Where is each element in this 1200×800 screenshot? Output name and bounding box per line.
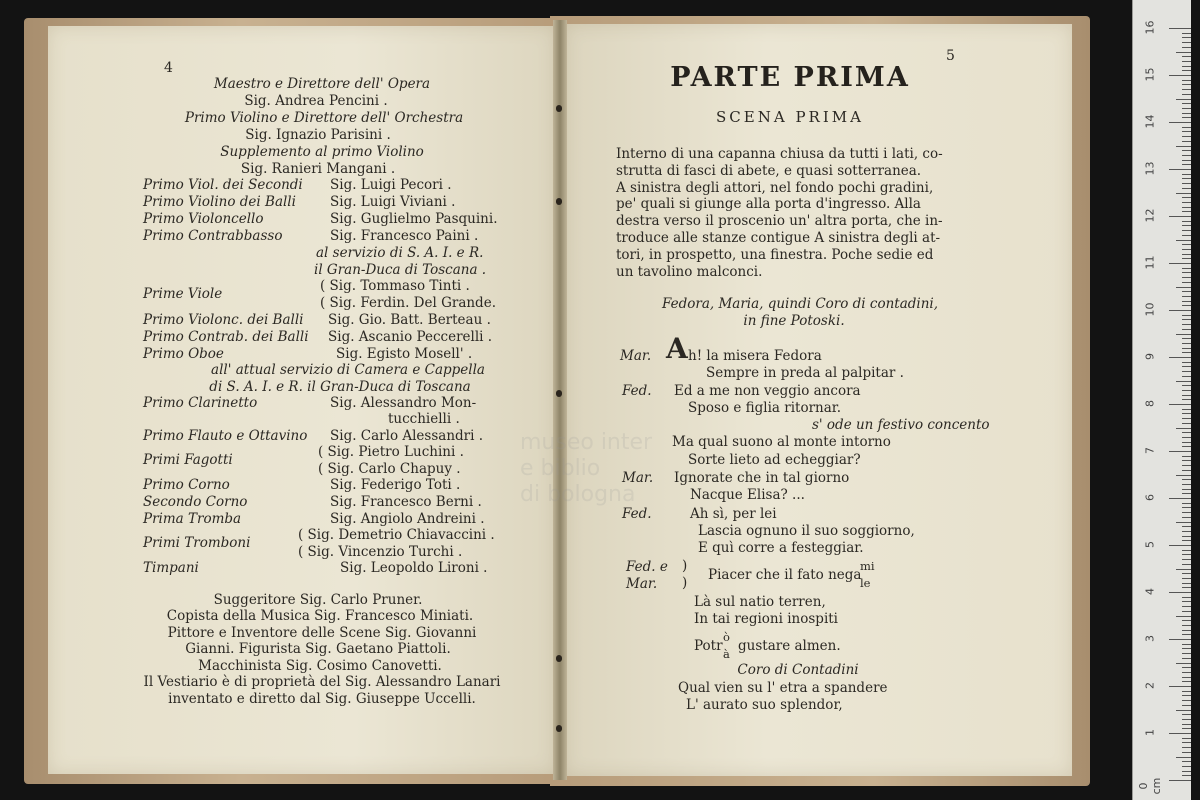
ruler-number: 8: [1143, 400, 1157, 407]
ruler-tick: [1182, 536, 1191, 537]
ruler-tick: [1182, 66, 1191, 67]
orchestra-name: ( Sig. Vincenzio Turchi .: [298, 544, 463, 560]
orchestra-name: Sig. Federigo Toti .: [330, 477, 461, 493]
ruler-tick: [1182, 315, 1191, 316]
ruler-tick: [1182, 376, 1191, 377]
orchestra-role: Prime Viole: [143, 286, 223, 302]
oboe-note: all' attual servizio di Camera e Cappella: [211, 362, 485, 378]
verse-line: E quì corre a festeggiar.: [698, 540, 864, 556]
description-line: strutta di fasci di abete, e quasi sotterranea.: [616, 162, 922, 179]
drop-cap: A: [666, 332, 688, 365]
verse-line: Sempre in preda al palpitar .: [706, 365, 904, 381]
orchestra-role: Primo Violino dei Balli: [143, 194, 296, 210]
ruler-number: 7: [1143, 447, 1157, 454]
ruler-tick: [1169, 686, 1191, 687]
ruler-tick: [1176, 240, 1191, 241]
ruler-number: 13: [1143, 161, 1157, 176]
orchestra-role: Primo Viol. dei Secondi: [143, 177, 303, 193]
ruler-tick: [1182, 305, 1191, 306]
ruler-tick: [1182, 127, 1191, 128]
ruler-number: 6: [1143, 494, 1157, 501]
characters: Fedora, Maria, quindi Coro di contadini,: [661, 296, 939, 312]
ruler-tick: [1182, 771, 1191, 772]
verse-line: Ignorate che in tal giorno: [674, 470, 850, 486]
staff-name: Sig. Ranieri Mangani .: [240, 161, 396, 177]
ruler-tick: [1182, 343, 1191, 344]
orchestra-name: Sig. Angiolo Andreini .: [330, 511, 485, 527]
ruler-tick: [1182, 183, 1191, 184]
verse-line: Lascia ognuno il suo soggiorno,: [698, 523, 915, 539]
ruler-tick: [1182, 559, 1191, 560]
oboe-note: di S. A. I. e R. il Gran-Duca di Toscana: [209, 379, 471, 395]
ruler-tick: [1176, 428, 1191, 429]
ruler-tick: [1182, 517, 1191, 518]
verse-line: gustare almen.: [738, 638, 841, 654]
ruler-tick: [1182, 681, 1191, 682]
staff-name: Sig. Ignazio Parisini .: [245, 127, 391, 143]
orchestra-role: Primo Clarinetto: [143, 395, 258, 411]
brace: ): [682, 575, 688, 591]
credits-line: inventato e diretto dal Sig. Giuseppe Uccelli.: [168, 691, 476, 707]
ruler-tick: [1182, 489, 1191, 490]
ruler-tick: [1169, 75, 1191, 76]
verse-line: Là sul natio terren,: [694, 594, 826, 610]
ruler-tick: [1182, 705, 1191, 706]
ruler-tick: [1176, 334, 1191, 335]
ruler-tick: [1176, 710, 1191, 711]
speaker-label: Fed.: [622, 383, 652, 399]
ruler-tick: [1169, 639, 1191, 640]
stitch-hole: [556, 725, 562, 732]
ruler-tick: [1169, 357, 1191, 358]
orchestra-role: Primi Tromboni: [143, 535, 251, 551]
ruler-tick: [1169, 28, 1191, 29]
verse-line: Ma qual suono al monte intorno: [672, 434, 891, 450]
ruler-tick: [1182, 56, 1191, 57]
verse-line: h! la misera Fedora: [688, 348, 822, 364]
ruler-tick: [1182, 550, 1191, 551]
ruler-number: 2: [1143, 682, 1157, 689]
ruler-tick: [1182, 117, 1191, 118]
credits-line: Macchinista Sig. Cosimo Canovetti.: [198, 658, 442, 674]
ruler-tick: [1176, 569, 1191, 570]
ruler-tick: [1182, 691, 1191, 692]
ruler-tick: [1182, 423, 1191, 424]
ruler-tick: [1176, 193, 1191, 194]
ruler-tick: [1182, 70, 1191, 71]
verse-variant: mi: [860, 559, 875, 573]
ruler-tick: [1182, 503, 1191, 504]
ruler-tick: [1182, 362, 1191, 363]
orchestra-role: Primo Violonc. dei Balli: [143, 312, 304, 328]
credits-line: Gianni. Figurista Sig. Gaetano Piattoli.: [185, 641, 451, 657]
description-line: pe' quali si giunge alla porta d'ingresso. Alla: [616, 196, 921, 213]
ruler-tick: [1182, 648, 1191, 649]
ruler-tick: [1182, 432, 1191, 433]
ruler-tick: [1182, 282, 1191, 283]
ruler-tick: [1182, 658, 1191, 659]
ruler-tick: [1169, 592, 1191, 593]
ruler-tick: [1169, 780, 1191, 781]
brace: ): [682, 558, 688, 574]
ruler-tick: [1182, 113, 1191, 114]
ruler-tick: [1182, 272, 1191, 273]
orchestra-name: Sig. Egisto Mosell' .: [336, 346, 473, 362]
ruler-tick: [1182, 611, 1191, 612]
stitch-hole: [556, 105, 562, 112]
verse-line: Qual vien su l' etra a spandere: [678, 680, 888, 696]
ruler-tick: [1182, 296, 1191, 297]
ruler-tick: [1182, 42, 1191, 43]
ruler-tick: [1182, 752, 1191, 753]
ruler-tick: [1182, 348, 1191, 349]
ruler-tick: [1176, 146, 1191, 147]
ruler-tick: [1182, 207, 1191, 208]
ruler-tick: [1182, 620, 1191, 621]
ruler-tick: [1182, 329, 1191, 330]
ruler-tick: [1182, 738, 1191, 739]
part-title: PARTE PRIMA: [670, 62, 910, 93]
ruler-number: 10: [1143, 302, 1157, 317]
ruler-tick: [1182, 385, 1191, 386]
ruler-tick: [1169, 216, 1191, 217]
ruler-tick: [1182, 319, 1191, 320]
orchestra-role: Primo Flauto e Ottavino: [143, 428, 308, 444]
ruler-tick: [1182, 131, 1191, 132]
ruler-tick: [1182, 601, 1191, 602]
verse-variant: le: [860, 576, 871, 590]
ruler-tick: [1182, 644, 1191, 645]
orchestra-note: il Gran-Duca di Toscana .: [314, 262, 487, 278]
stage-direction: s' ode un festivo concento: [812, 417, 990, 433]
orchestra-name: Sig. Gio. Batt. Berteau .: [328, 312, 491, 328]
ruler-tick: [1182, 395, 1191, 396]
ruler-tick: [1182, 531, 1191, 532]
orchestra-name: Sig. Guglielmo Pasquini.: [330, 211, 498, 227]
verse-line: Piacer che il fato nega: [708, 567, 862, 583]
ruler-number: 11: [1143, 255, 1157, 270]
orchestra-name: tucchielli .: [388, 411, 460, 427]
stitch-hole: [556, 198, 562, 205]
watermark-logo: museo inter e biblio di bologna: [520, 430, 653, 507]
ruler-tick: [1182, 301, 1191, 302]
ruler-number: 4: [1143, 588, 1157, 595]
ruler-tick: [1182, 728, 1191, 729]
ruler-tick: [1182, 484, 1191, 485]
verse-line: Ed a me non veggio ancora: [674, 383, 861, 399]
ruler-tick: [1182, 512, 1191, 513]
credits-line: Pittore e Inventore delle Scene Sig. Giovanni: [167, 625, 477, 641]
ruler-tick: [1182, 202, 1191, 203]
ruler-tick: [1182, 47, 1191, 48]
ruler-tick: [1182, 254, 1191, 255]
orchestra-name: ( Sig. Carlo Chapuy .: [318, 461, 461, 477]
credits-line: Suggeritore Sig. Carlo Pruner.: [213, 592, 423, 608]
orchestra-name: ( Sig. Demetrio Chiavaccini .: [298, 527, 495, 543]
orchestra-name: Sig. Luigi Pecori .: [330, 177, 452, 193]
ruler-tick: [1182, 775, 1191, 776]
ruler-tick: [1182, 352, 1191, 353]
ruler-tick: [1176, 616, 1191, 617]
orchestra-role: Primo Contrab. dei Balli: [143, 329, 309, 345]
speaker-label: Fed. e: [626, 559, 668, 575]
speaker-label: Mar.: [622, 470, 654, 486]
description-line: un tavolino malconci.: [616, 263, 763, 280]
ruler-tick: [1182, 178, 1191, 179]
ruler-tick: [1182, 84, 1191, 85]
ruler-tick: [1169, 733, 1191, 734]
ruler-tick: [1176, 287, 1191, 288]
characters: in fine Potoski.: [743, 313, 845, 329]
ruler-tick: [1182, 564, 1191, 565]
ruler-tick: [1182, 507, 1191, 508]
ruler-tick: [1182, 33, 1191, 34]
page-number-left: 4: [164, 60, 173, 76]
orchestra-name: ( Sig. Ferdin. Del Grande.: [320, 295, 496, 311]
orchestra-name: Sig. Carlo Alessandri .: [330, 428, 484, 444]
ruler-tick: [1176, 757, 1191, 758]
ruler-tick: [1182, 366, 1191, 367]
book-gutter: [553, 20, 567, 780]
verse-line: In tai regioni inospiti: [694, 611, 839, 627]
ruler-tick: [1182, 742, 1191, 743]
verse-variant: ò: [723, 630, 730, 644]
ruler-tick: [1182, 714, 1191, 715]
orchestra-role: Primo Oboe: [143, 346, 224, 362]
ruler-tick: [1182, 108, 1191, 109]
ruler-tick: [1182, 399, 1191, 400]
ruler-tick: [1169, 122, 1191, 123]
description-line: destra verso il proscenio un' altra porta, che in-: [616, 213, 943, 230]
ruler-tick: [1182, 761, 1191, 762]
ruler-tick: [1182, 470, 1191, 471]
description-line: tori, in prospetto, una finestra. Poche sedie ed: [616, 246, 934, 263]
orchestra-role: Primo Corno: [143, 477, 230, 493]
ruler-tick: [1182, 94, 1191, 95]
chorus-label: Coro di Contadini: [737, 662, 859, 678]
ruler-tick: [1182, 446, 1191, 447]
ruler-number: 12: [1143, 208, 1157, 223]
ruler-tick: [1182, 465, 1191, 466]
page-number-right: 5: [946, 48, 955, 64]
ruler-tick: [1169, 263, 1191, 264]
ruler-tick: [1182, 625, 1191, 626]
ruler-tick: [1182, 606, 1191, 607]
ruler-tick: [1182, 460, 1191, 461]
ruler-tick: [1182, 573, 1191, 574]
orchestra-role: Primi Fagotti: [143, 452, 233, 468]
ruler-tick: [1182, 597, 1191, 598]
ruler-number: 3: [1143, 635, 1157, 642]
ruler-number: 9: [1143, 353, 1157, 360]
stitch-hole: [556, 655, 562, 662]
verse-line: Nacque Elisa? ...: [690, 487, 805, 503]
ruler-tick: [1182, 583, 1191, 584]
speaker-label: Fed.: [622, 506, 652, 522]
description-line: A sinistra degli attori, nel fondo pochi gradini,: [616, 179, 934, 196]
orchestra-name: Sig. Francesco Paini .: [330, 228, 479, 244]
ruler-number: 16: [1143, 20, 1157, 35]
ruler-tick: [1182, 160, 1191, 161]
ruler-tick: [1176, 522, 1191, 523]
ruler-tick: [1182, 291, 1191, 292]
verse-line: L' aurato suo splendor,: [686, 697, 843, 713]
verse-line: Ah sì, per lei: [690, 506, 777, 522]
ruler-number: 1: [1143, 729, 1157, 736]
orchestra-role: Primo Contrabbasso: [143, 228, 283, 244]
ruler-tick: [1182, 338, 1191, 339]
ruler-tick: [1182, 371, 1191, 372]
ruler-tick: [1182, 587, 1191, 588]
orchestra-name: Sig. Francesco Berni .: [330, 494, 482, 510]
orchestra-name: Sig. Ascanio Peccerelli .: [328, 329, 493, 345]
orchestra-role: Secondo Corno: [143, 494, 248, 510]
verse-line: Sposo e figlia ritornar.: [688, 400, 842, 416]
orchestra-name: Sig. Alessandro Mon-: [330, 395, 477, 411]
ruler-number: 0 cm: [1137, 777, 1163, 795]
ruler-tick: [1182, 244, 1191, 245]
orchestra-name: ( Sig. Pietro Luchini .: [318, 444, 464, 460]
ruler-tick: [1182, 456, 1191, 457]
ruler-tick: [1182, 667, 1191, 668]
ruler-tick: [1182, 719, 1191, 720]
ruler-tick: [1182, 211, 1191, 212]
staff-role: Primo Violino e Direttore dell' Orchestra: [184, 110, 464, 126]
ruler-tick: [1182, 197, 1191, 198]
scene-title: SCENA PRIMA: [716, 108, 864, 126]
ruler-tick: [1169, 451, 1191, 452]
speaker-label: Mar.: [620, 348, 652, 364]
orchestra-role: Primo Violoncello: [143, 211, 264, 227]
ruler-tick: [1182, 230, 1191, 231]
ruler-tick: [1182, 442, 1191, 443]
ruler-tick: [1182, 37, 1191, 38]
ruler-number: 14: [1143, 114, 1157, 129]
ruler-tick: [1169, 169, 1191, 170]
ruler-tick: [1182, 700, 1191, 701]
ruler-tick: [1169, 404, 1191, 405]
ruler-tick: [1182, 390, 1191, 391]
ruler-tick: [1182, 526, 1191, 527]
ruler-tick: [1182, 554, 1191, 555]
ruler-tick: [1182, 413, 1191, 414]
ruler-tick: [1182, 724, 1191, 725]
ruler-tick: [1182, 61, 1191, 62]
ruler-tick: [1182, 493, 1191, 494]
staff-role: Supplemento al primo Violino: [220, 144, 424, 160]
description-line: Interno di una capanna chiusa da tutti i lati, co-: [616, 146, 943, 162]
ruler-tick: [1182, 634, 1191, 635]
stitch-hole: [556, 390, 562, 397]
ruler-tick: [1182, 155, 1191, 156]
measuring-ruler: [1132, 0, 1191, 800]
ruler-tick: [1182, 324, 1191, 325]
ruler-tick: [1182, 164, 1191, 165]
ruler-tick: [1182, 672, 1191, 673]
verse-line: Sorte lieto ad echeggiar?: [688, 452, 861, 468]
ruler-tick: [1169, 310, 1191, 311]
ruler-tick: [1182, 141, 1191, 142]
orchestra-note: al servizio di S. A. I. e R.: [316, 245, 484, 261]
ruler-tick: [1182, 766, 1191, 767]
ruler-tick: [1182, 80, 1191, 81]
ruler-tick: [1182, 150, 1191, 151]
ruler-tick: [1176, 663, 1191, 664]
speaker-label: Mar.: [626, 576, 658, 592]
ruler-tick: [1182, 235, 1191, 236]
ruler-tick: [1176, 52, 1191, 53]
orchestra-name: Sig. Leopoldo Lironi .: [340, 560, 488, 576]
ruler-number: 15: [1143, 67, 1157, 82]
ruler-tick: [1182, 103, 1191, 104]
ruler-number: 5: [1143, 541, 1157, 548]
ruler-tick: [1182, 277, 1191, 278]
orchestra-name: Sig. Luigi Viviani .: [330, 194, 456, 210]
orchestra-role: Timpani: [143, 560, 199, 576]
ruler-tick: [1182, 249, 1191, 250]
ruler-tick: [1182, 136, 1191, 137]
ruler-tick: [1182, 225, 1191, 226]
ruler-tick: [1182, 747, 1191, 748]
ruler-tick: [1182, 695, 1191, 696]
ruler-tick: [1182, 409, 1191, 410]
ruler-tick: [1182, 418, 1191, 419]
ruler-tick: [1182, 174, 1191, 175]
ruler-tick: [1169, 498, 1191, 499]
ruler-tick: [1182, 578, 1191, 579]
staff-role: Maestro e Direttore dell' Opera: [213, 76, 431, 92]
ruler-tick: [1176, 475, 1191, 476]
staff-name: Sig. Andrea Pencini .: [244, 93, 388, 109]
ruler-tick: [1182, 221, 1191, 222]
ruler-tick: [1182, 540, 1191, 541]
ruler-tick: [1182, 268, 1191, 269]
ruler-tick: [1182, 677, 1191, 678]
ruler-tick: [1176, 381, 1191, 382]
scene-description: [616, 146, 976, 280]
ruler-tick: [1169, 545, 1191, 546]
verse-line: Potr: [694, 638, 723, 654]
description-line: troduce alle stanze contigue A sinistra degli at-: [616, 229, 941, 246]
credits-line: Il Vestiario è di proprietà del Sig. Alessandro Lanari: [143, 674, 501, 690]
ruler-tick: [1182, 653, 1191, 654]
ruler-tick: [1182, 188, 1191, 189]
orchestra-name: ( Sig. Tommaso Tinti .: [320, 278, 470, 294]
ruler-tick: [1182, 258, 1191, 259]
ruler-tick: [1182, 89, 1191, 90]
ruler-tick: [1182, 479, 1191, 480]
ruler-tick: [1182, 437, 1191, 438]
ruler-tick: [1176, 99, 1191, 100]
orchestra-role: Prima Tromba: [143, 511, 242, 527]
verse-variant: à: [723, 647, 730, 661]
ruler-tick: [1182, 630, 1191, 631]
credits-line: Copista della Musica Sig. Francesco Miniati.: [166, 608, 474, 624]
